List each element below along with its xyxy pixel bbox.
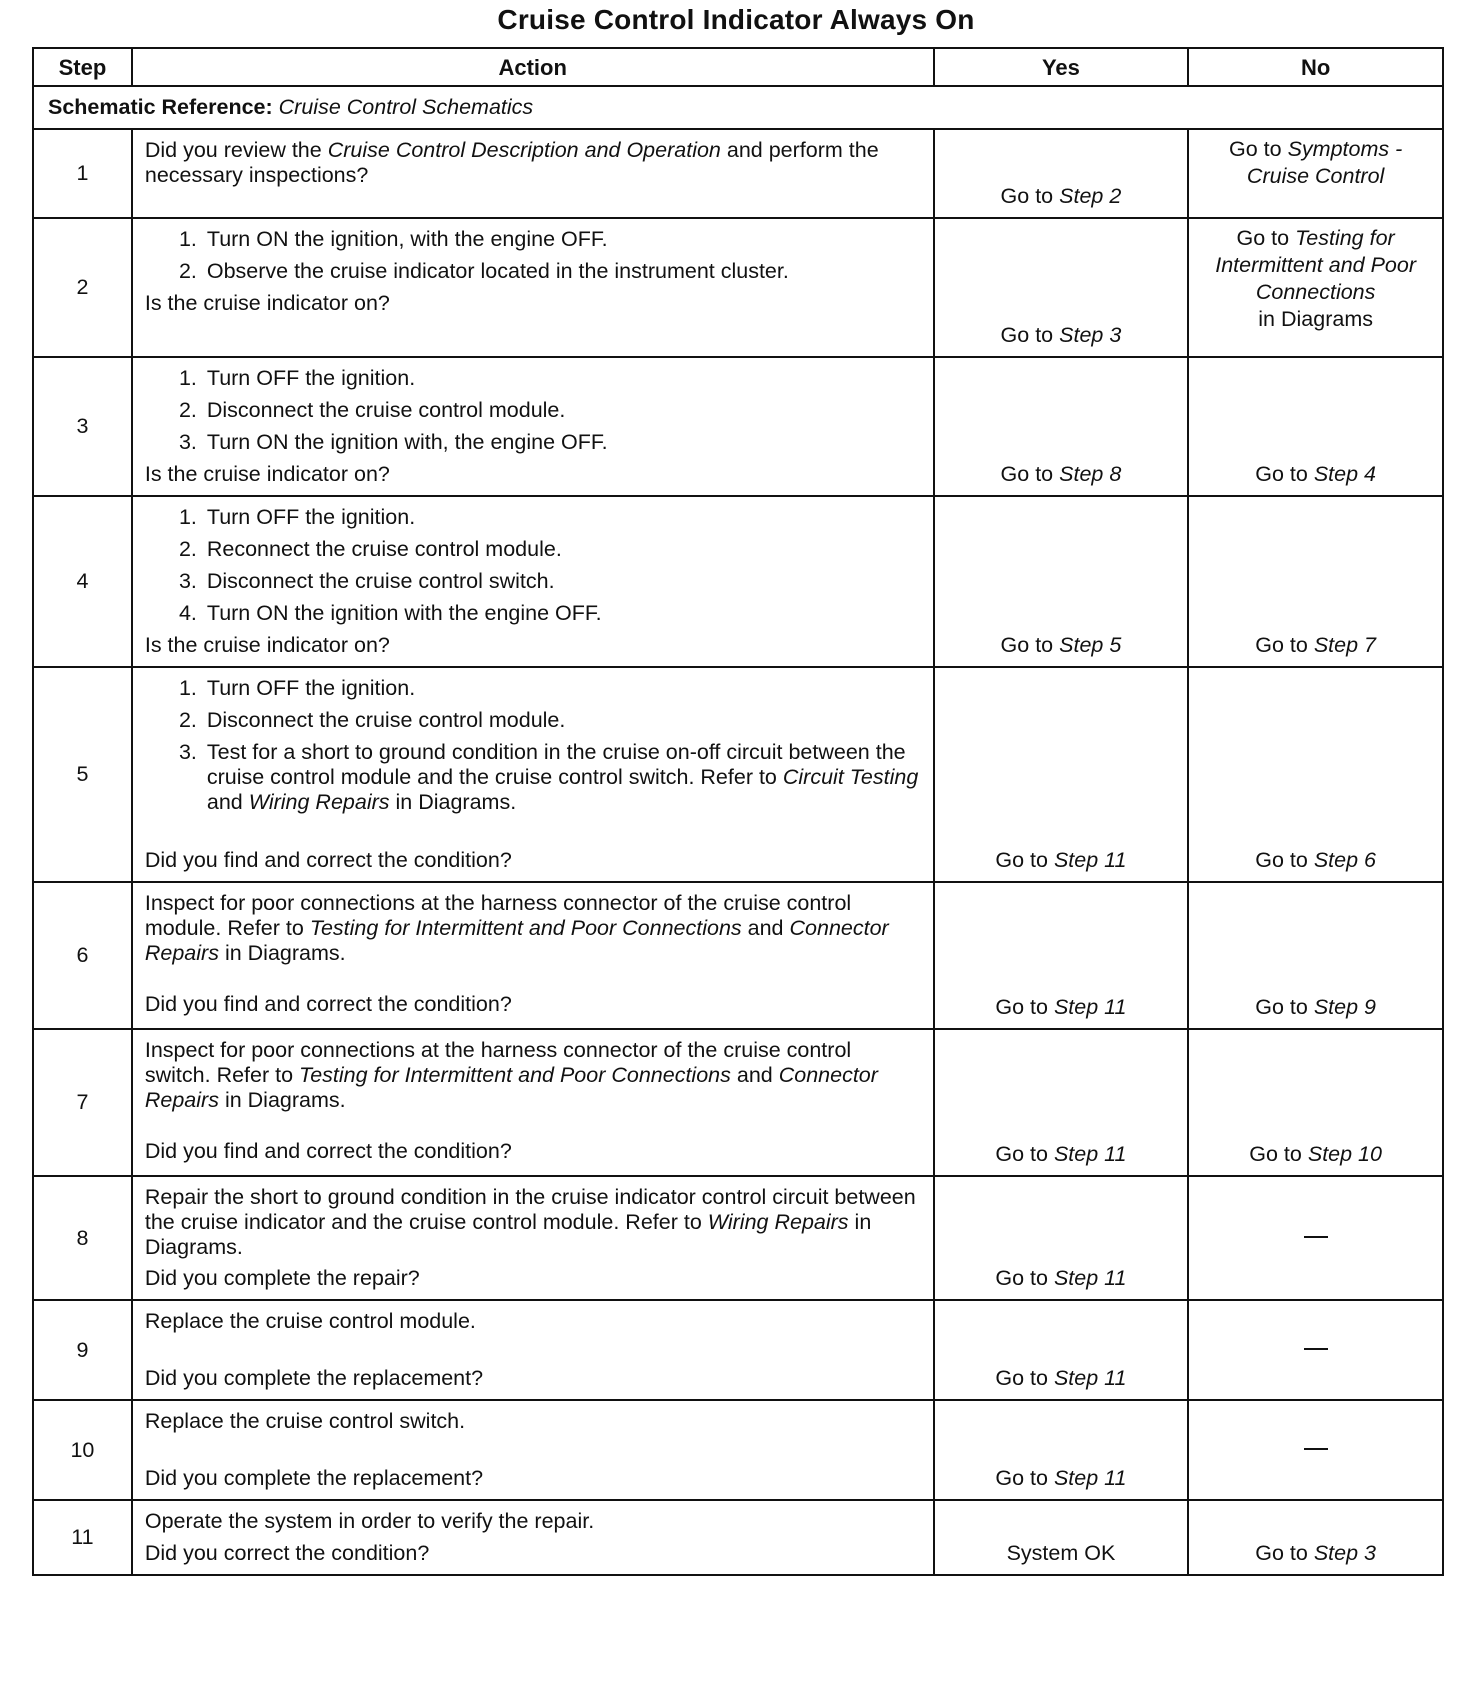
header-row bbox=[33, 48, 1443, 86]
step-link[interactable]: Step 9 bbox=[1313, 995, 1376, 1019]
action-list bbox=[145, 227, 921, 284]
list-item: 1. Turn OFF the ignition. bbox=[203, 676, 921, 701]
step-link[interactable]: Step 3 bbox=[1059, 323, 1122, 347]
yes-cell: Go to Step 3 bbox=[934, 218, 1189, 357]
yes-cell: Go to Step 11 bbox=[934, 882, 1189, 1029]
action-list bbox=[145, 366, 921, 455]
yes-cell: System OK bbox=[934, 1500, 1189, 1575]
reference-link[interactable]: Cruise Control Description and Operation bbox=[327, 138, 721, 162]
table-row bbox=[33, 218, 1443, 357]
reference-link[interactable]: Testing for Intermittent and Poor Connections bbox=[1215, 226, 1417, 304]
no-cell bbox=[1188, 1300, 1443, 1400]
yes-cell: Go to Step 11 bbox=[934, 1400, 1189, 1500]
question-text: Did you find and correct the condition? bbox=[144, 848, 512, 872]
reference-link[interactable]: Connector Repairs bbox=[144, 916, 889, 965]
question-text: Is the cruise indicator on? bbox=[144, 462, 390, 486]
schematic-reference-label: Schematic Reference: bbox=[48, 95, 273, 119]
step-link[interactable]: Step 11 bbox=[1053, 1142, 1127, 1166]
step-link[interactable]: Step 11 bbox=[1053, 995, 1127, 1019]
step-link[interactable]: Step 10 bbox=[1307, 1142, 1382, 1166]
step-link[interactable]: Step 8 bbox=[1059, 462, 1122, 486]
step-link[interactable]: Step 11 bbox=[1053, 1266, 1127, 1290]
no-cell: Go to Step 9 bbox=[1188, 882, 1443, 1029]
page-title: Cruise Control Indicator Always On bbox=[497, 4, 975, 35]
step-link[interactable]: Step 2 bbox=[1059, 184, 1122, 208]
list-item: 4. Turn ON the ignition with the engine OFF. bbox=[203, 601, 921, 626]
question-text: Is the cruise indicator on? bbox=[144, 633, 390, 657]
list-item: 2. Disconnect the cruise control module. bbox=[203, 398, 921, 423]
question-text: Is the cruise indicator on? bbox=[144, 291, 390, 315]
question-text: Did you find and correct the condition? bbox=[144, 992, 512, 1016]
reference-link[interactable]: Testing for Intermittent and Poor Connections bbox=[299, 1063, 731, 1087]
step-number: 11 bbox=[33, 1500, 132, 1575]
step-number: 10 bbox=[33, 1400, 132, 1500]
action-cell bbox=[132, 1300, 934, 1400]
table-row bbox=[33, 1176, 1443, 1300]
reference-link[interactable]: Wiring Repairs bbox=[248, 790, 390, 814]
action-cell bbox=[132, 882, 934, 1029]
question-text: Did you complete the replacement? bbox=[144, 1466, 484, 1490]
list-item: 3. Turn ON the ignition with, the engine OFF. bbox=[203, 430, 921, 455]
step-link[interactable]: Step 11 bbox=[1053, 848, 1127, 872]
header-action: Action bbox=[132, 48, 934, 86]
no-cell: Go to Symptoms - Cruise Control bbox=[1188, 129, 1443, 218]
no-cell: Go to Step 7 bbox=[1188, 496, 1443, 667]
action-text: Operate the system in order to verify the repair. bbox=[144, 1509, 595, 1533]
step-link[interactable]: Step 7 bbox=[1313, 633, 1376, 657]
schematic-reference-link[interactable]: Cruise Control Schematics bbox=[278, 95, 534, 119]
table-row bbox=[33, 1300, 1443, 1400]
table-row bbox=[33, 1500, 1443, 1575]
action-text: Did you review the Cruise Control Description and Operation and perform the necessary inspections? bbox=[144, 138, 879, 187]
table-row bbox=[33, 129, 1443, 218]
action-list bbox=[145, 676, 921, 815]
yes-cell: Go to Step 8 bbox=[934, 357, 1189, 496]
table-row bbox=[33, 1400, 1443, 1500]
action-cell bbox=[132, 1029, 934, 1176]
reference-link[interactable]: Wiring Repairs bbox=[707, 1210, 849, 1234]
step-number: 9 bbox=[33, 1300, 132, 1400]
action-text: Repair the short to ground condition in the cruise indicator control circuit between the cruise indicator and the cruise control module. Refer to Wiring Repairs in Diagrams. bbox=[144, 1185, 916, 1259]
list-item: 1. Turn OFF the ignition. bbox=[203, 366, 921, 391]
header-no: No bbox=[1188, 48, 1443, 86]
yes-cell: Go to Step 11 bbox=[934, 1300, 1189, 1400]
list-item: 3. Disconnect the cruise control switch. bbox=[203, 569, 921, 594]
list-item: 1. Turn OFF the ignition. bbox=[203, 505, 921, 530]
yes-cell: Go to Step 5 bbox=[934, 496, 1189, 667]
yes-cell: Go to Step 2 bbox=[934, 129, 1189, 218]
no-cell: Go to Step 6 bbox=[1188, 667, 1443, 882]
reference-link[interactable]: Testing for Intermittent and Poor Connections bbox=[309, 916, 742, 940]
step-number: 2 bbox=[33, 218, 132, 357]
step-number: 1 bbox=[33, 129, 132, 218]
no-cell bbox=[1188, 1400, 1443, 1500]
step-link[interactable]: Step 11 bbox=[1053, 1466, 1127, 1490]
question-text: Did you complete the repair? bbox=[144, 1266, 420, 1290]
step-number: 8 bbox=[33, 1176, 132, 1300]
step-link[interactable]: Step 4 bbox=[1313, 462, 1376, 486]
no-cell: Go to Testing for Intermittent and Poor Connections in Diagrams bbox=[1188, 218, 1443, 357]
reference-link[interactable]: Symptoms - Cruise Control bbox=[1246, 137, 1403, 188]
yes-cell: Go to Step 11 bbox=[934, 1029, 1189, 1176]
question-text: Did you correct the condition? bbox=[144, 1541, 430, 1565]
action-cell bbox=[132, 218, 934, 357]
schematic-reference bbox=[33, 86, 1443, 129]
action-text: Inspect for poor connections at the harness connector of the cruise control module. Refer to Testing for Intermittent and Poor Connections and Connector Repairs in Diagrams. bbox=[144, 891, 889, 965]
table-row bbox=[33, 667, 1443, 882]
step-link[interactable]: Step 6 bbox=[1313, 848, 1376, 872]
step-number: 5 bbox=[33, 667, 132, 882]
yes-cell: Go to Step 11 bbox=[934, 667, 1189, 882]
schematic-reference-row bbox=[33, 86, 1443, 129]
step-link[interactable]: Step 3 bbox=[1313, 1541, 1376, 1565]
list-item: 2. Disconnect the cruise control module. bbox=[203, 708, 921, 733]
step-link[interactable]: Step 5 bbox=[1059, 633, 1122, 657]
reference-link[interactable]: Circuit Testing bbox=[782, 765, 919, 789]
table-row bbox=[33, 357, 1443, 496]
table-row bbox=[33, 1029, 1443, 1176]
header-step: Step bbox=[33, 48, 132, 86]
list-item: 2. Reconnect the cruise control module. bbox=[203, 537, 921, 562]
step-number: 7 bbox=[33, 1029, 132, 1176]
step-number: 6 bbox=[33, 882, 132, 1029]
list-item: 1. Turn ON the ignition, with the engine OFF. bbox=[203, 227, 921, 252]
question-text: Did you find and correct the condition? bbox=[144, 1139, 512, 1163]
table-row bbox=[33, 882, 1443, 1029]
no-cell: Go to Step 3 bbox=[1188, 1500, 1443, 1575]
action-list bbox=[145, 505, 921, 626]
step-number: 4 bbox=[33, 496, 132, 667]
dash-icon bbox=[1304, 1348, 1328, 1350]
list-item: 2. Observe the cruise indicator located in the instrument cluster. bbox=[203, 259, 921, 284]
action-cell bbox=[132, 129, 934, 218]
yes-cell: Go to Step 11 bbox=[934, 1176, 1189, 1300]
action-cell bbox=[132, 1500, 934, 1575]
question-text: Did you complete the replacement? bbox=[144, 1366, 484, 1390]
action-cell bbox=[132, 1176, 934, 1300]
action-cell bbox=[132, 667, 934, 882]
header-yes: Yes bbox=[934, 48, 1189, 86]
step-number: 3 bbox=[33, 357, 132, 496]
list-item: 3. Test for a short to ground condition in the cruise on-off circuit between the cruise control module and the cruise control switch. Refer to Circuit Testing and Wiring Repairs in Diagrams. bbox=[203, 740, 921, 815]
action-cell bbox=[132, 496, 934, 667]
dash-icon bbox=[1304, 1236, 1328, 1238]
action-cell bbox=[132, 357, 934, 496]
reference-link[interactable]: Connector Repairs bbox=[144, 1063, 878, 1112]
no-cell bbox=[1188, 1176, 1443, 1300]
table-row bbox=[33, 496, 1443, 667]
action-text: Replace the cruise control switch. bbox=[144, 1409, 466, 1433]
no-cell: Go to Step 4 bbox=[1188, 357, 1443, 496]
action-text: Inspect for poor connections at the harness connector of the cruise control switch. Refer to Testing for Intermittent and Poor Connections and Connector Repairs in Diagrams. bbox=[144, 1038, 878, 1112]
action-cell bbox=[132, 1400, 934, 1500]
dash-icon bbox=[1304, 1448, 1328, 1450]
diagnostic-table bbox=[32, 47, 1444, 1576]
action-text: Replace the cruise control module. bbox=[144, 1309, 476, 1333]
step-link[interactable]: Step 11 bbox=[1053, 1366, 1127, 1390]
no-cell: Go to Step 10 bbox=[1188, 1029, 1443, 1176]
